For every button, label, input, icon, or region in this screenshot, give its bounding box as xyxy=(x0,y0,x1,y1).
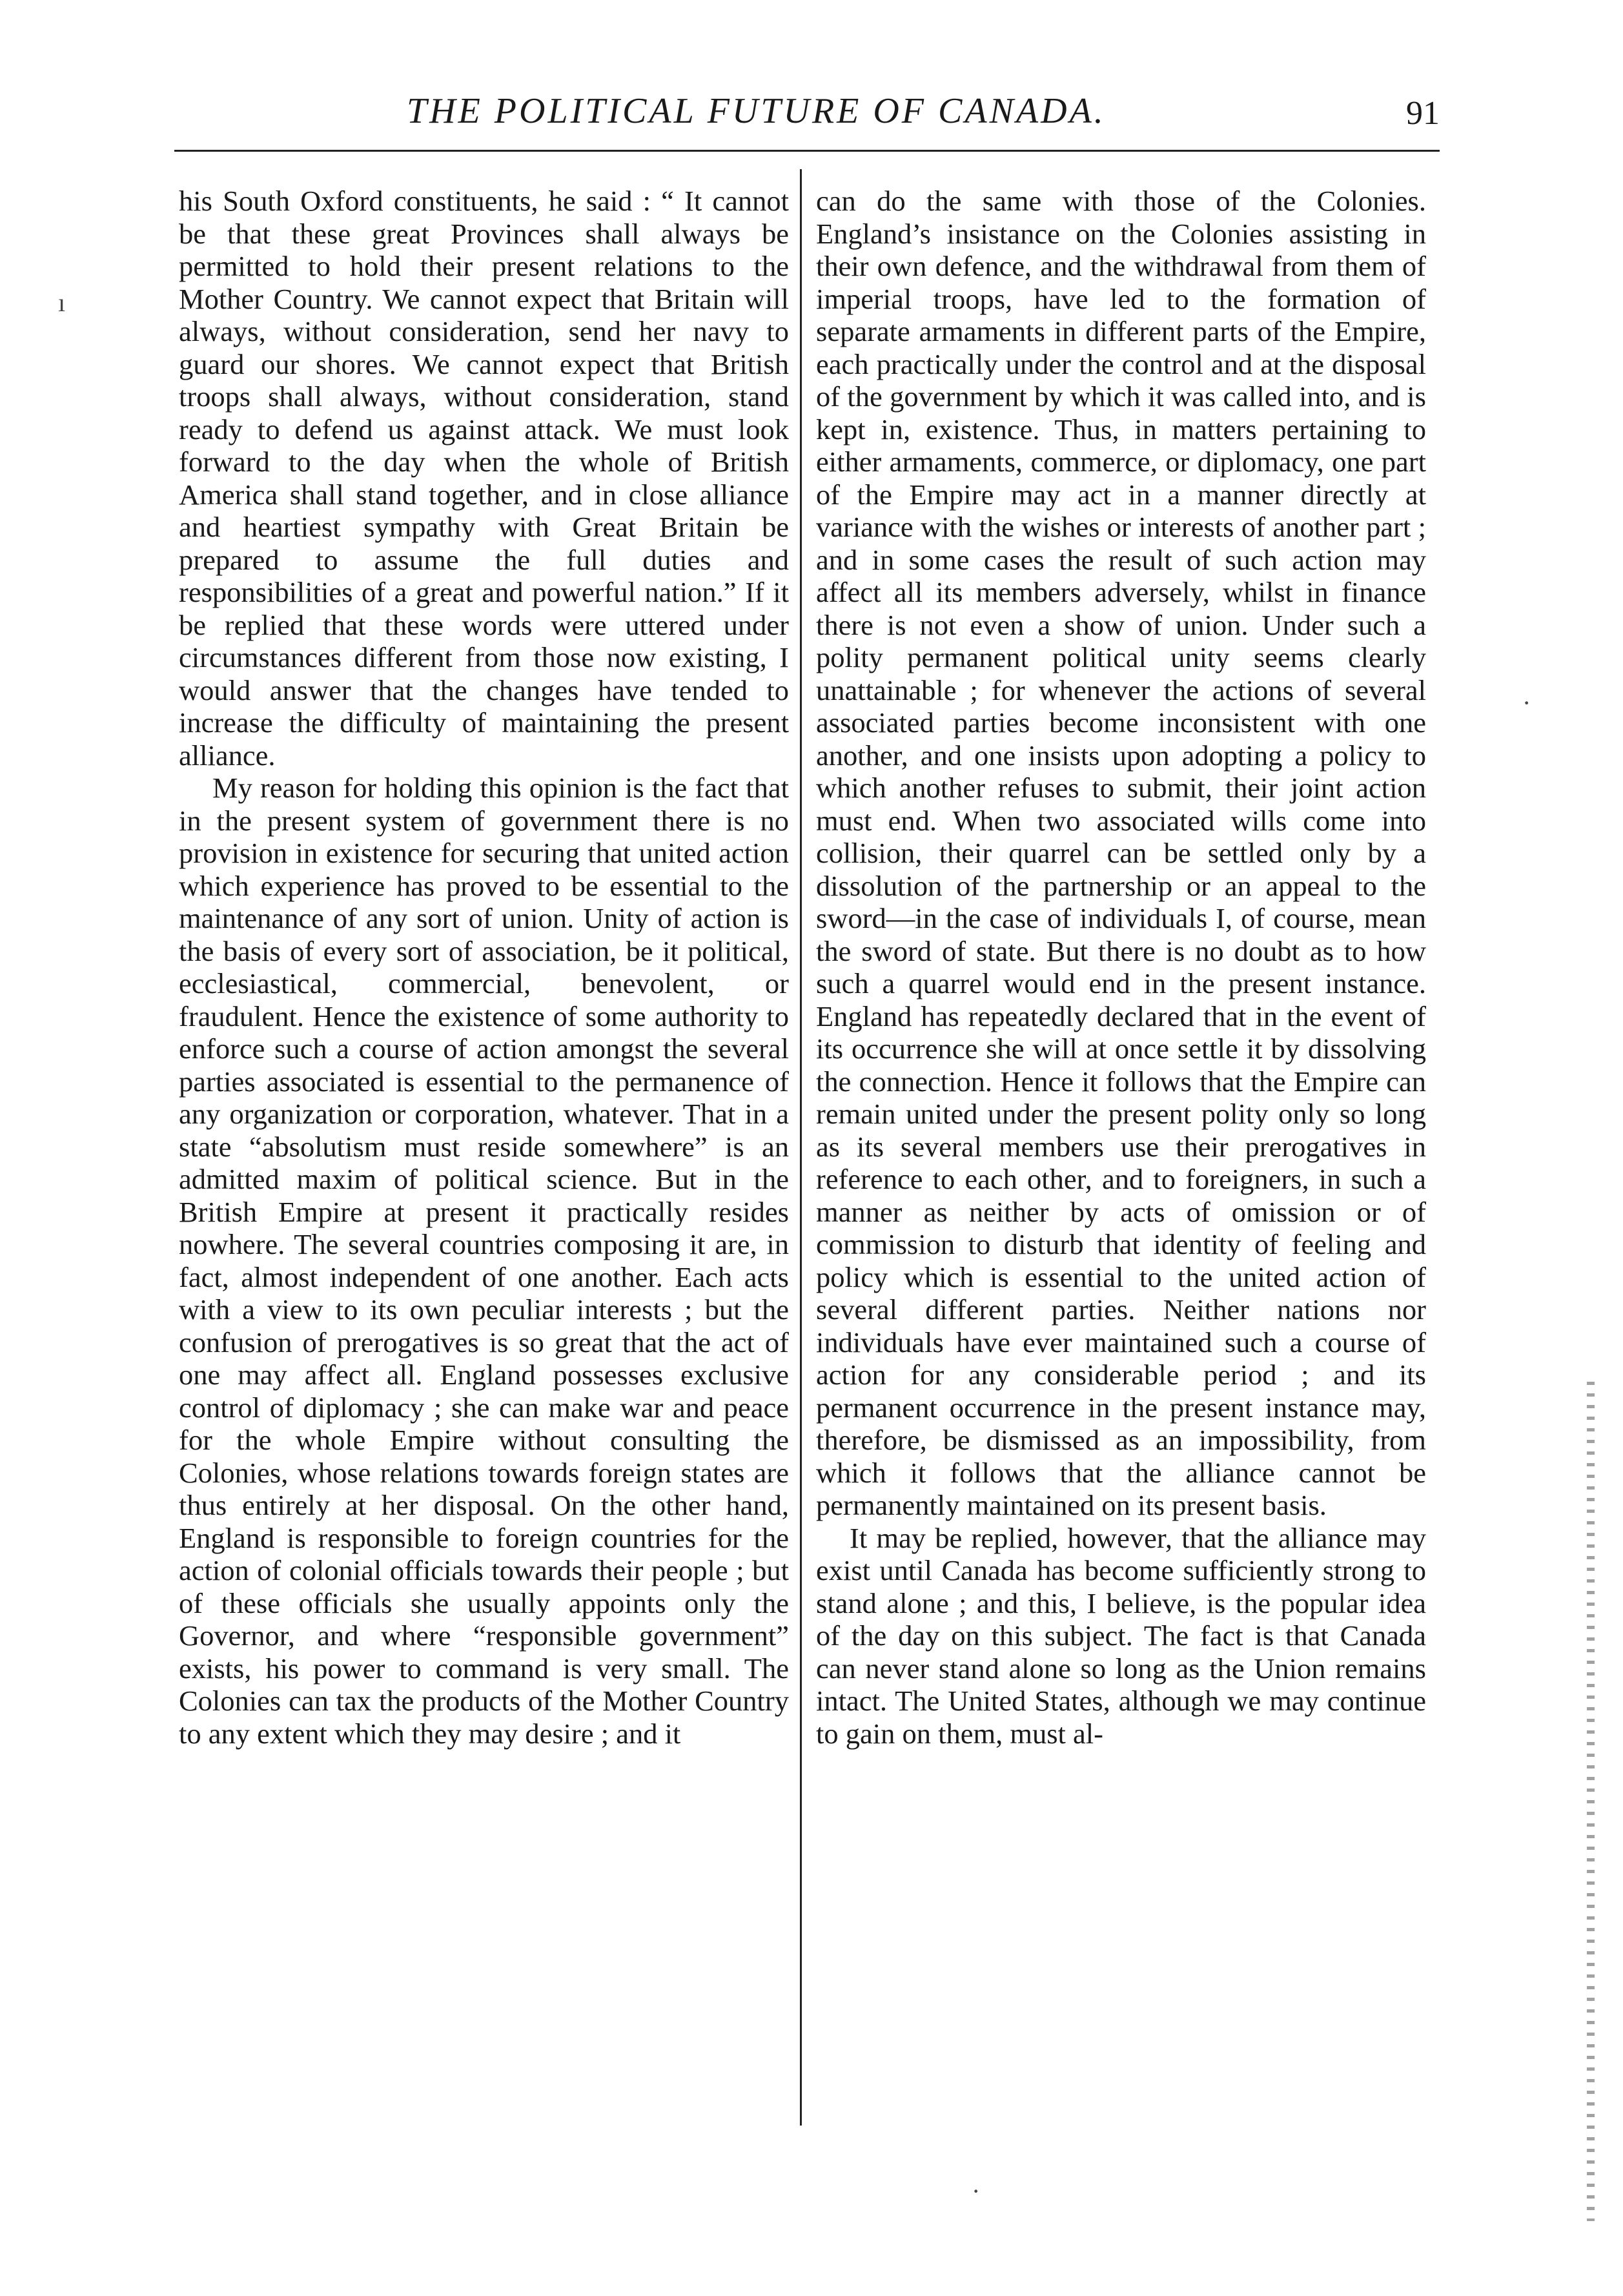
header-rule xyxy=(174,150,1440,152)
running-head xyxy=(174,90,1440,142)
page-number: 91 xyxy=(1406,95,1440,132)
paragraph: It may be replied, however, that the alliance may exist until Canada has become sufficiently strong to stand alone ; and this, I believe, is the popular idea of the day on this subject. The fact is that Canada can never stand alone so long as the Union remains intact. The United States, although we may continue to gain on them, must al- xyxy=(816,1521,1426,1750)
paragraph: his South Oxford constituents, he said : “ It cannot be that these great Provinces shall always be permitted to hold their present relations to the Mother Country. We cannot expect that Britain will always, without consideration, send her navy to guard our shores. We cannot expect that British troops shall always, without consideration, stand ready to defend us against attack. We must look forward to the day when the whole of British America shall stand together, and in close alliance and heartiest sympathy with Great Britain be prepared to assume the full duties and responsibilities of a great and powerful nation.” If it be replied that these words were uttered under circumstances different from those now existing, I would answer that the changes have tended to increase the difficulty of maintaining the present alliance. xyxy=(179,185,789,772)
scan-margin-noise xyxy=(1587,1382,1595,2221)
stray-ink-mark: · xyxy=(972,2177,981,2206)
stray-ink-mark: · xyxy=(1522,688,1531,717)
stray-ink-mark: ı xyxy=(58,288,66,317)
left-column xyxy=(179,185,789,1750)
paragraph: My reason for holding this opinion is the fact that in the present system of government there is no provision in existence for securing that united action which experience has proved to be essential to the maintenance of any sort of union. Unity of action is the basis of every sort of association, be it political, ecclesiastical, commercial, benevolent, or fraudulent. Hence the existence of some authority to enforce such a course of action amongst the several parties associated is essential to the permanence of any organization or corporation, whatever. That in a state “absolutism must reside somewhere” is an admitted maxim of political science. But in the British Empire at present it practically resides nowhere. The several countries composing it are, in fact, almost independent of one another. Each acts with a view to its own peculiar interests ; but the confusion of prerogatives is so great that the act of one may affect all. England possesses exclusive control of diplomacy ; she can make war and peace for the whole Empire without consulting the Colonies, whose relations towards foreign states are thus entirely at her disposal. On the other hand, England is responsible to foreign countries for the action of colonial officials towards their people ; but of these officials she usually appoints only the Governor, and where “responsible government” exists, his power to command is very small. The Colonies can tax the products of the Mother Country to any extent which they may desire ; and it xyxy=(179,772,789,1750)
paragraph: can do the same with those of the Colonies. England’s insistance on the Colonies assisting in their own defence, and the withdrawal from them of imperial troops, have led to the formation of separate armaments in different parts of the Empire, each practically under the control and at the disposal of the government by which it was called into, and is kept in, existence. Thus, in matters pertaining to either armaments, commerce, or diplomacy, one part of the Empire may act in a manner directly at variance with the wishes or interests of another part ; and in some cases the result of such action may affect all its members adversely, whilst in finance there is not even a show of union. Under such a polity permanent political unity seems clearly unattainable ; for whenever the actions of several associated parties become inconsistent with one another, and one insists upon adopting a policy to which another refuses to submit, their joint action must end. When two associated wills come into collision, their quarrel can be settled only by a dissolution of the partnership or an appeal to the sword—in the case of individuals I, of course, mean the sword of state. But there is no doubt as to how such a quarrel would end in the present instance. England has repeatedly declared that in the event of its occurrence she will at once settle it by dissolving the connection. Hence it follows that the Empire can remain united under the present polity only so long as its several members use their prerogatives in reference to each other, and to foreigners, in such a manner as neither by acts of omission or of commission to disturb that identity of feeling and policy which is essential to the united action of several different parties. Neither nations nor individuals have ever maintained such a course of action for any considerable period ; and its permanent occurrence in the present instance may, therefore, be dismissed as an impossibility, from which it follows that the alliance cannot be permanently maintained on its present basis. xyxy=(816,185,1426,1521)
column-divider xyxy=(800,169,802,2126)
right-column xyxy=(816,185,1426,1750)
running-title: THE POLITICAL FUTURE OF CANADA. xyxy=(407,91,1106,131)
